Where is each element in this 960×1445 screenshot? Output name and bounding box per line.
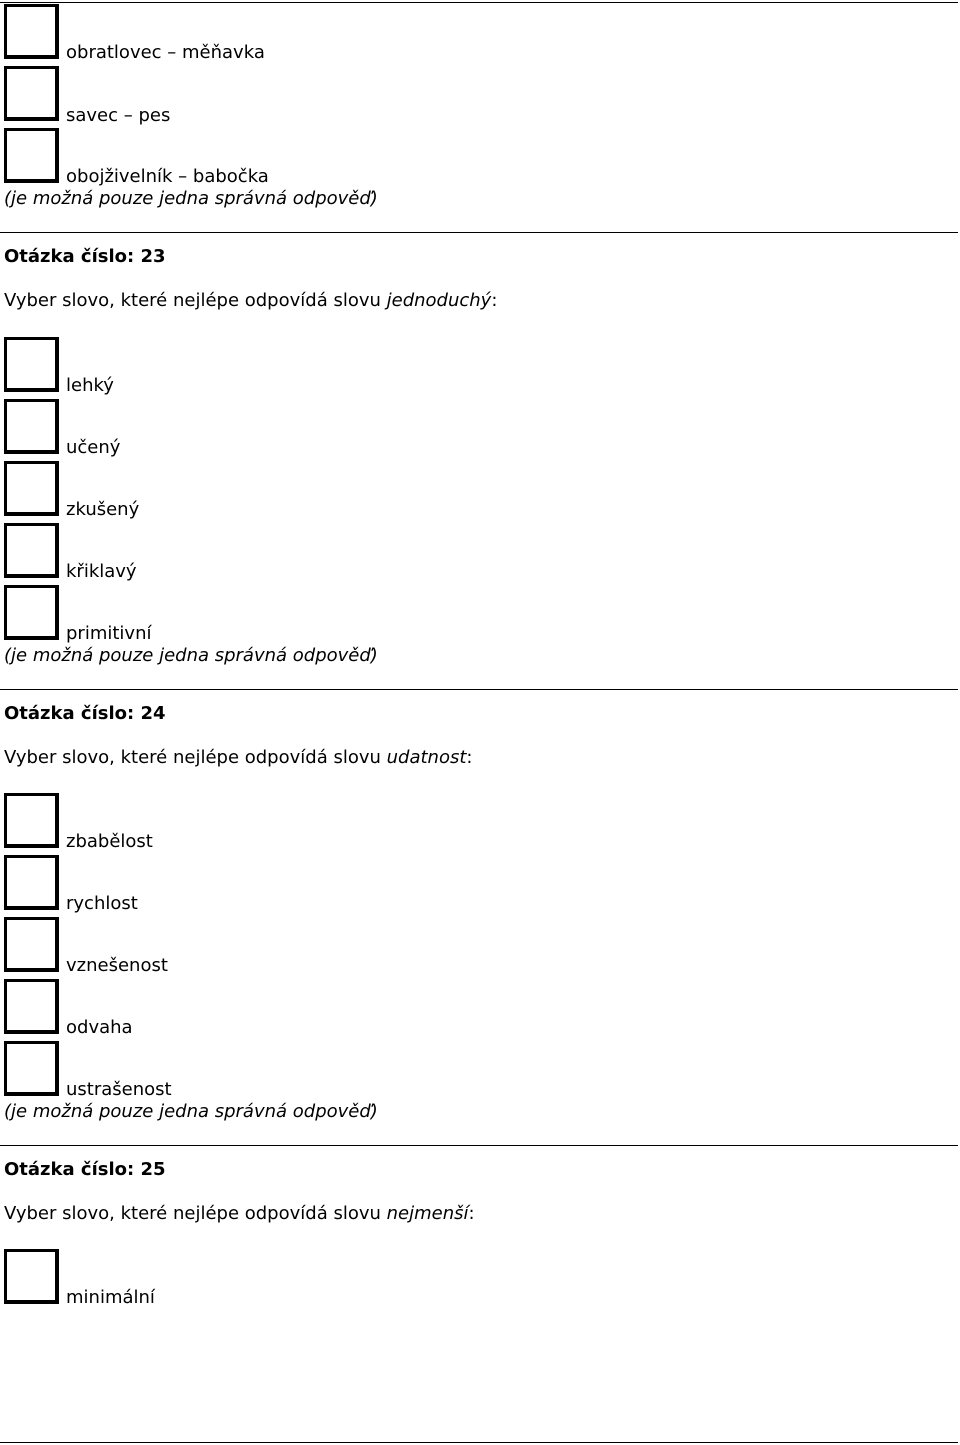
option-label: obratlovec – měňavka [66, 42, 265, 63]
question-title: Otázka číslo: 24 [4, 703, 166, 724]
option-label: zbabělost [66, 831, 153, 852]
prompt-keyword: nejmenší [386, 1203, 469, 1224]
answer-note: (je možná pouze jedna správná odpověď) [4, 1101, 378, 1122]
option-checkbox[interactable] [4, 979, 59, 1034]
option-checkbox[interactable] [4, 1041, 59, 1096]
option-checkbox[interactable] [4, 917, 59, 972]
option-label: minimální [66, 1287, 155, 1308]
option-checkbox[interactable] [4, 128, 59, 183]
option-label: primitivní [66, 623, 152, 644]
option-label: vznešenost [66, 955, 168, 976]
question-title: Otázka číslo: 23 [4, 246, 166, 267]
option-label: lehký [66, 375, 114, 396]
option-checkbox[interactable] [4, 793, 59, 848]
prompt-keyword: udatnost [386, 747, 467, 768]
option-checkbox[interactable] [4, 855, 59, 910]
question-prompt: Vyber slovo, které nejlépe odpovídá slovu jednoduchý: [4, 290, 498, 311]
option-label: savec – pes [66, 105, 171, 126]
prompt-keyword: jednoduchý [386, 290, 492, 311]
option-label: obojživelník – babočka [66, 166, 269, 187]
option-label: rychlost [66, 893, 138, 914]
answer-note: (je možná pouze jedna správná odpověď) [4, 188, 378, 209]
option-label: učený [66, 437, 121, 458]
option-checkbox[interactable] [4, 337, 59, 392]
question-title: Otázka číslo: 25 [4, 1159, 166, 1180]
divider [0, 232, 958, 233]
option-label: ustrašenost [66, 1079, 172, 1100]
divider [0, 689, 958, 690]
option-checkbox[interactable] [4, 399, 59, 454]
option-label: odvaha [66, 1017, 133, 1038]
divider [0, 1442, 958, 1443]
answer-note: (je možná pouze jedna správná odpověď) [4, 645, 378, 666]
option-checkbox[interactable] [4, 1249, 59, 1304]
option-checkbox[interactable] [4, 523, 59, 578]
option-checkbox[interactable] [4, 4, 59, 59]
option-checkbox[interactable] [4, 585, 59, 640]
question-prompt: Vyber slovo, které nejlépe odpovídá slovu nejmenší: [4, 1203, 475, 1224]
question-prompt: Vyber slovo, které nejlépe odpovídá slovu udatnost: [4, 747, 473, 768]
option-label: zkušený [66, 499, 140, 520]
option-label: křiklavý [66, 561, 137, 582]
divider [0, 2, 958, 3]
divider [0, 1145, 958, 1146]
option-checkbox[interactable] [4, 461, 59, 516]
option-checkbox[interactable] [4, 66, 59, 121]
